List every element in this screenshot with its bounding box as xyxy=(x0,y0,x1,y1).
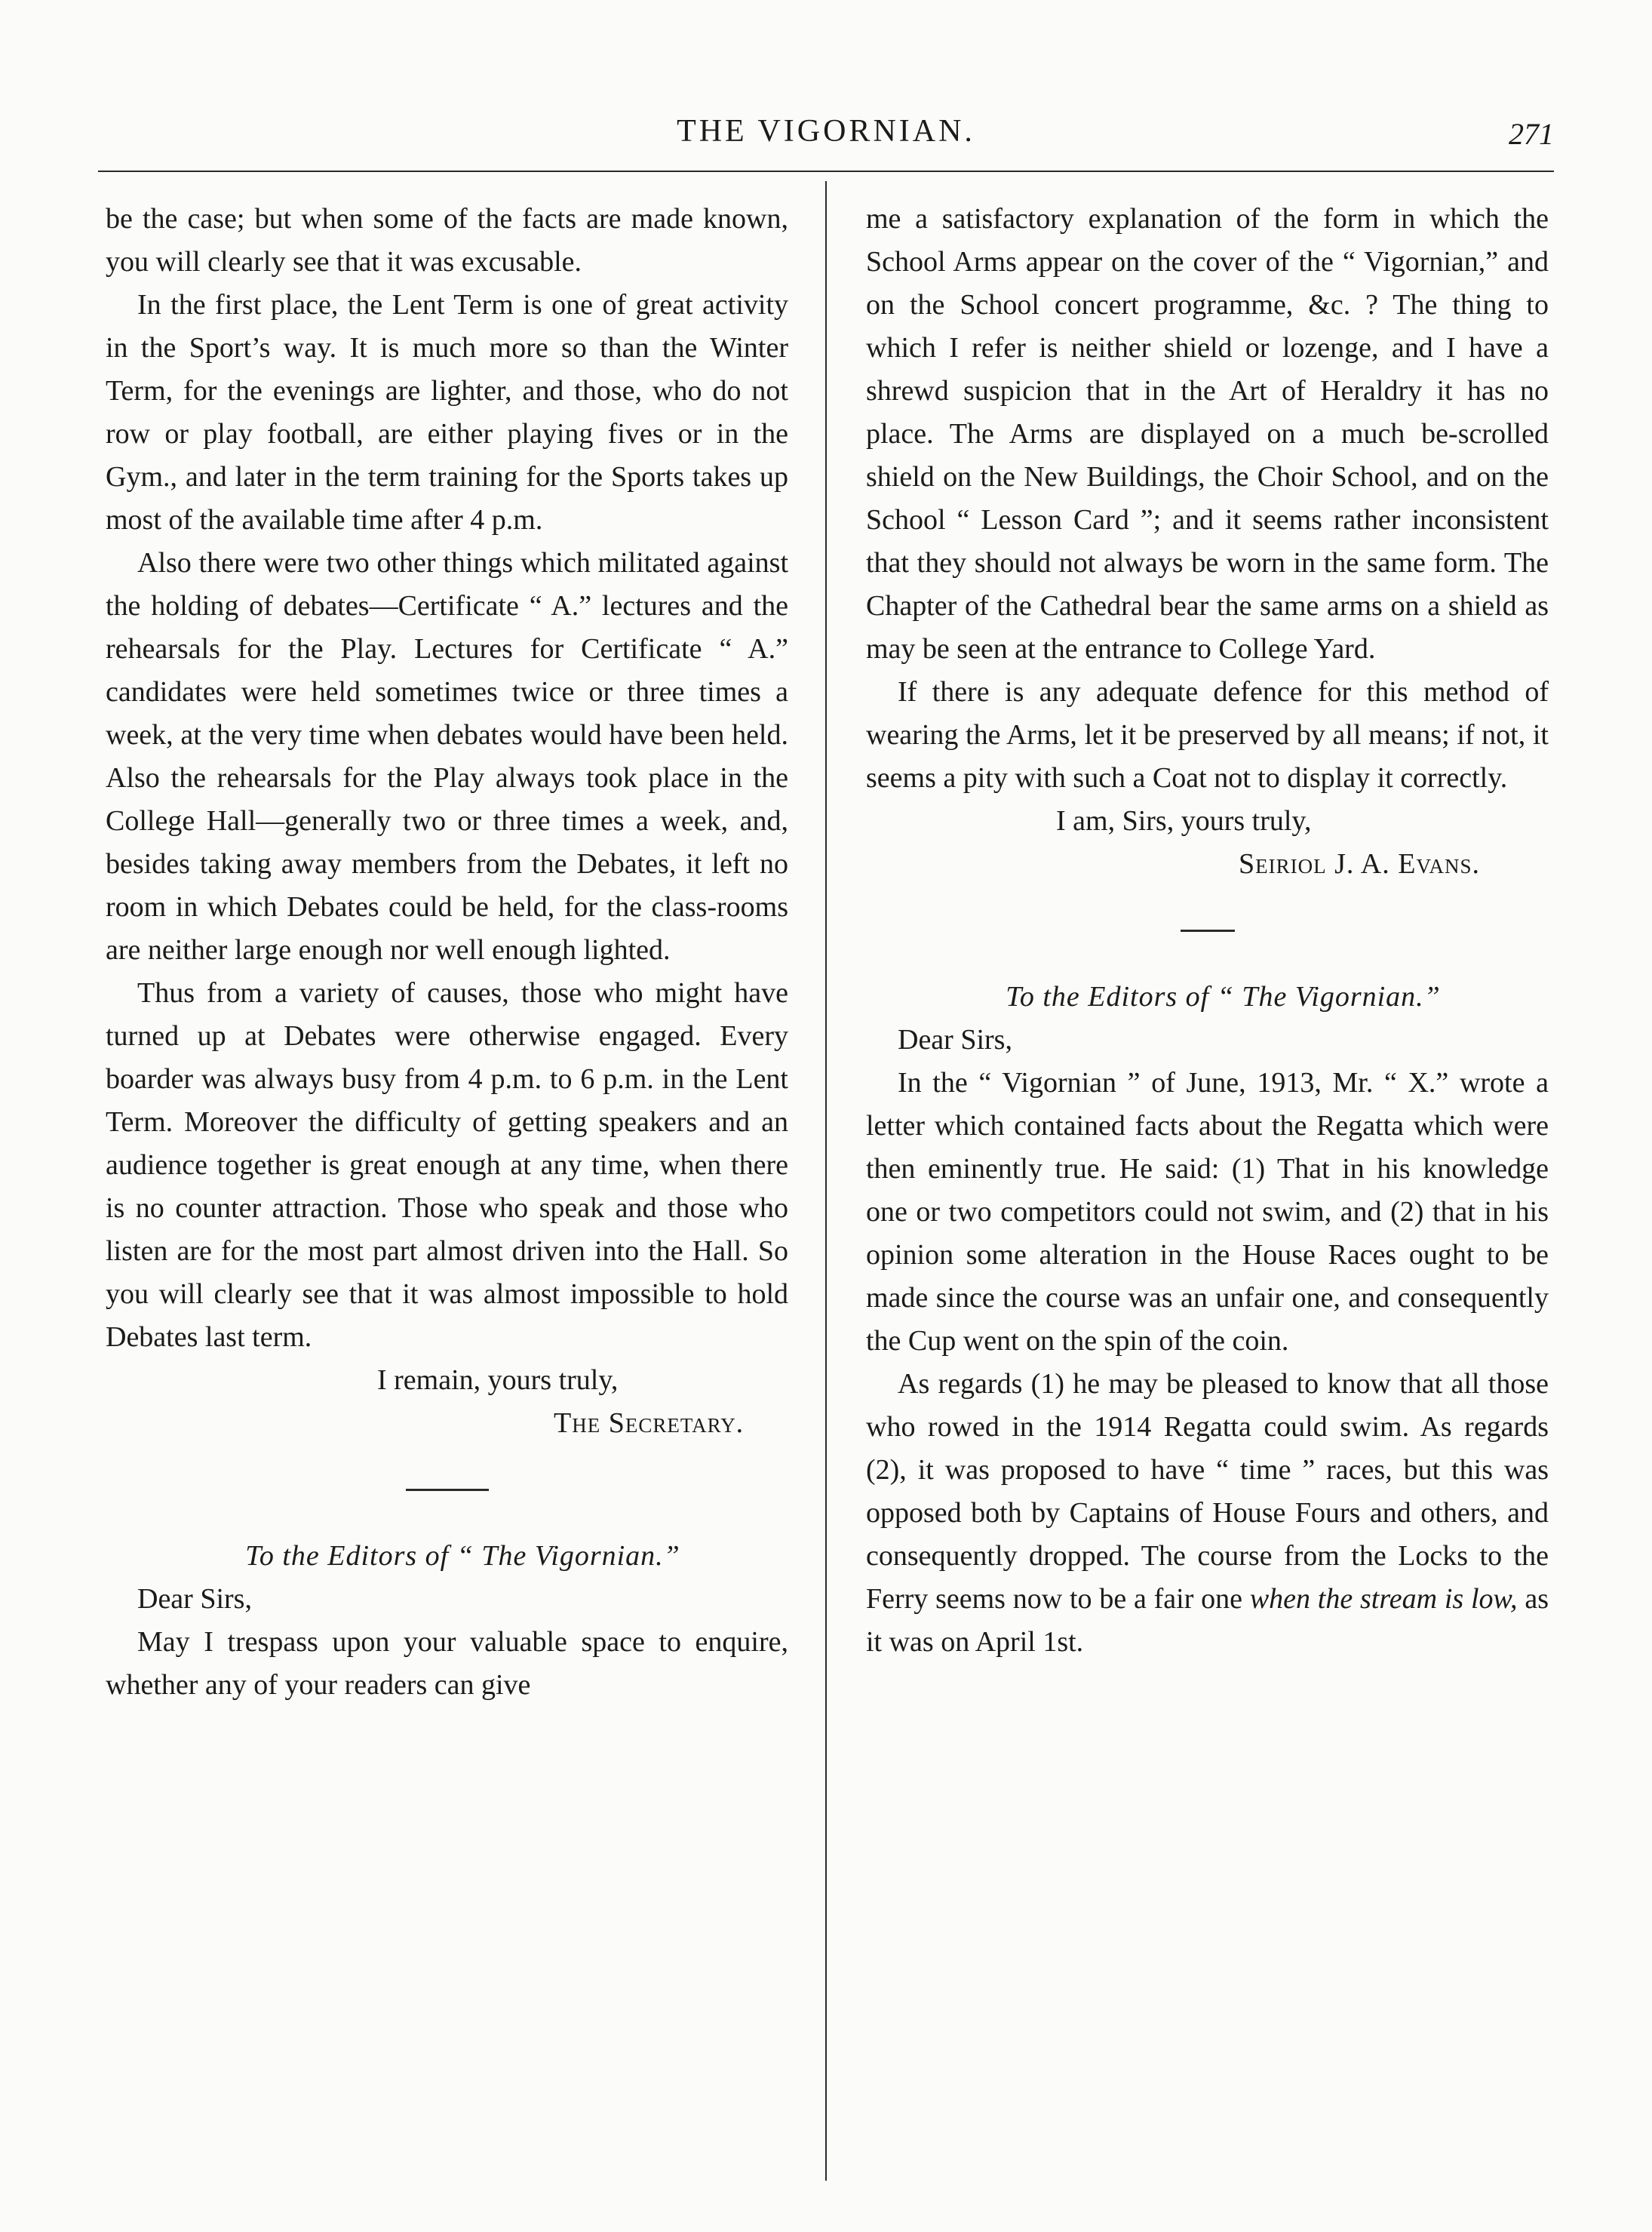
header-rule xyxy=(98,171,1554,172)
section-divider xyxy=(406,1489,489,1491)
left-column xyxy=(106,198,788,1707)
page-number: 271 xyxy=(1509,117,1554,151)
emphasis: when the stream is low, xyxy=(1249,1583,1518,1615)
paragraph: Thus from a variety of causes, those who might have turned up at Debates were otherwise engaged. Every boarder was always busy from 4 p.m. to 6 p.m. in the Lent Term. Moreover the difficulty of getting speakers and an audience together is great enough at any time, when there is no counter attraction. Those who speak and those who listen are for the most part almost driven into the Hall. So you will clearly see that it was almost impossible to hold Debates last term. xyxy=(106,977,788,1353)
salutation: Dear Sirs, xyxy=(898,1024,1012,1056)
right-column xyxy=(866,198,1549,1664)
section-divider xyxy=(1181,930,1235,932)
page-header xyxy=(98,113,1554,166)
column-divider xyxy=(825,181,827,2181)
text-run: as it was on April 1st. xyxy=(866,1583,1549,1658)
paragraph: Also there were two other things which militated against the holding of debates—Certificate “ A.” lectures and the rehearsals for the Play. Lectures for Certificate “ A.” candidates were held sometimes twice or three times a week, at the very time when debates would have been held. Also the rehearsals for the Play always took place in the College Hall—generally two or three times a week, and, besides taking away members from the Debates, it left no room in which Debates could be held, for the class-rooms are neither large enough nor well enough lighted. xyxy=(106,547,788,966)
text-run: As regards (1) he may be pleased to know that all those who rowed in the 1914 Regatta could swim. As regards (2), it was proposed to have “ time ” races, but this was opposed both by Captains of House Fours and others, and consequently dropped. The course from the Locks to the Ferry seems now to be a fair one xyxy=(866,1368,1549,1615)
paragraph: If there is any adequate defence for this method of wearing the Arms, let it be preserved by all means; if not, it seems a pity with such a Coat not to display it correctly. xyxy=(866,676,1549,794)
paragraph xyxy=(866,1363,1549,1664)
closing: I am, Sirs, yours truly, xyxy=(1056,805,1312,837)
salutation: Dear Sirs, xyxy=(137,1583,252,1615)
paragraph: May I trespass upon your valuable space to enquire, whether any of your readers can give xyxy=(106,1626,788,1701)
signature: Seiriol J. A. Evans. xyxy=(1239,848,1480,880)
journal-title: THE VIGORNIAN. xyxy=(677,114,975,149)
paragraph: me a satisfactory explanation of the form in which the School Arms appear on the cover of the “ Vigornian,” and on the School concert programme, &c. ? The thing to which I refer is neither shield or lozenge, and I have a shrewd suspicion that in the Art of Heraldry it has no place. The Arms are displayed on a much be-scrolled shield on the New Buildings, the Choir School, and on the School “ Lesson Card ”; and it seems rather inconsistent that they should not always be worn in the same form. The Chapter of the Cathedral bear the same arms on a shield as may be seen at the entrance to College Yard. xyxy=(866,203,1549,665)
paragraph: In the first place, the Lent Term is one of great activity in the Sport’s way. It is much more so than the Winter Term, for the evenings are lighter, and those, who do not row or play football, are either playing fives or in the Gym., and later in the term training for the Sports takes up most of the available time after 4 p.m. xyxy=(106,289,788,536)
paragraph: be the case; but when some of the facts are made known, you will clearly see that it was excusable. xyxy=(106,203,788,278)
closing: I remain, yours truly, xyxy=(377,1364,619,1396)
paragraph: In the “ Vigornian ” of June, 1913, Mr. “ X.” wrote a letter which contained facts about the Regatta which were then eminently true. He said: (1) That in his knowledge one or two competitors could not swim, and (2) that in his opinion some alteration in the House Races ought to be made since the course was an unfair one, and consequently the Cup went on the spin of the coin. xyxy=(866,1067,1549,1357)
signature: The Secretary. xyxy=(554,1407,745,1439)
letter-heading: To the Editors of “ The Vigornian.” xyxy=(245,1540,680,1572)
letter-heading: To the Editors of “ The Vigornian.” xyxy=(1006,981,1441,1013)
